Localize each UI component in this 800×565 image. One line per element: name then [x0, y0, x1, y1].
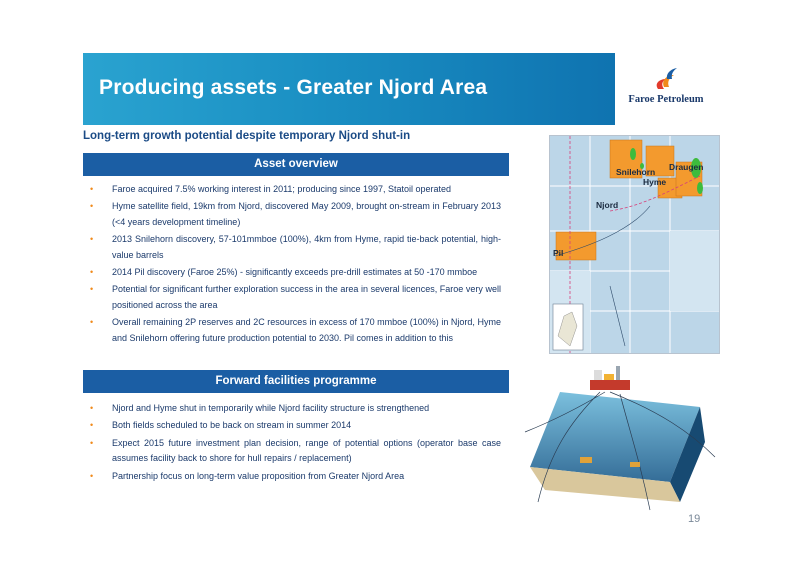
- asset-overview-heading: Asset overview: [83, 153, 509, 176]
- bullet-icon: •: [90, 201, 94, 212]
- list-item: • Both fields scheduled to be back on stream in summer 2014: [83, 418, 501, 433]
- map-label-draugen: Draugen: [669, 162, 704, 172]
- logo-text: Faroe Petroleum: [628, 94, 704, 105]
- bullet-icon: •: [90, 420, 94, 431]
- licence-map: [549, 135, 720, 354]
- subtitle: Long-term growth potential despite temporary Njord shut-in: [83, 130, 411, 142]
- bullet-icon: •: [90, 284, 94, 295]
- page-title: Producing assets - Greater Njord Area: [99, 76, 488, 99]
- list-item: • Potential for significant further exploration success in the area in several licences, Faroe very well positioned across the area: [90, 284, 501, 310]
- list-item: • Faroe acquired 7.5% working interest in 2011; producing since 1997, Statoil operated: [83, 182, 501, 197]
- list-item: • Overall remaining 2P reserves and 2C resources in excess of 170 mmboe (100%) in Njord, Hyme and Snilehorn offering future production potential to 2030. Pil comes in addition to this: [90, 317, 501, 343]
- map-graphic: [550, 136, 719, 353]
- list-item: • Partnership focus on long-term value proposition from Greater Njord Area: [83, 469, 501, 484]
- map-label-hyme: Hyme: [643, 177, 667, 187]
- bullet-icon: •: [90, 267, 94, 278]
- bullet-icon: •: [90, 470, 94, 481]
- asset-overview-list: [83, 182, 501, 348]
- map-label-njord: Njord: [596, 200, 619, 210]
- bullet-icon: •: [90, 317, 94, 328]
- page-number: 19: [688, 513, 701, 525]
- forward-programme-list: [83, 401, 501, 486]
- list-item: • Hyme satellite field, 19km from Njord, discovered May 2009, brought on-stream in February 2013 (<4 years development timeline): [90, 201, 501, 227]
- forward-programme-heading: Forward facilities programme: [83, 370, 509, 393]
- list-item: • Expect 2015 future investment plan decision, range of potential options (operator base case assumes facility back to shore for hull repairs / replacement): [90, 437, 501, 464]
- list-item: • 2014 Pil discovery (Faroe 25%) - significantly exceeds pre-drill estimates at 50 -170 mmboe: [83, 265, 501, 280]
- bullet-icon: •: [90, 234, 94, 245]
- company-logo: [615, 53, 717, 125]
- title-banner: [83, 53, 615, 125]
- list-item: • Njord and Hyme shut in temporarily while Njord facility structure is strengthened: [83, 401, 501, 416]
- list-item: • 2013 Snilehorn discovery, 57-101mmboe (100%), 4km from Hyme, rapid tie-back potential, high-value barrels: [90, 234, 501, 260]
- map-label-snilehorn: Snilehorn: [616, 167, 656, 177]
- offshore-rig-illustration: [520, 362, 720, 512]
- map-label-pil: Pil: [553, 248, 564, 258]
- bullet-icon: •: [90, 437, 94, 448]
- bullet-icon: •: [90, 403, 94, 413]
- flame-logo-icon: [652, 67, 678, 91]
- bullet-icon: •: [90, 184, 94, 194]
